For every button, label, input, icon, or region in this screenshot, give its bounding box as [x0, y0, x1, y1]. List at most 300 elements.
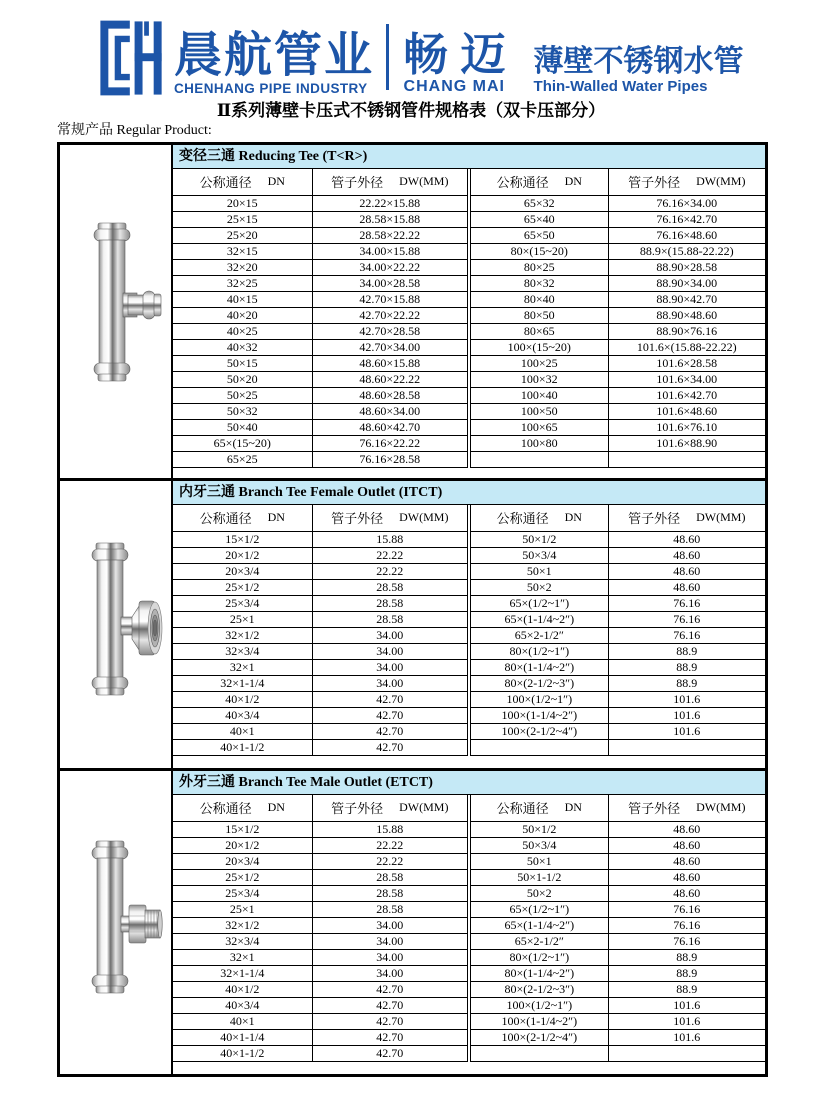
spec-row — [173, 933, 765, 949]
spec-row — [173, 243, 765, 259]
col-header-dn-en: DN — [267, 510, 285, 525]
pipe-od-cell: 28.58 — [312, 901, 469, 917]
brand2-name-cn: 畅 迈 — [403, 29, 506, 80]
nominal-dia-cell: 40×1/2 — [173, 691, 312, 707]
nominal-dia-cell: 50×2 — [469, 885, 608, 901]
pipe-od-cell: 101.6×48.60 — [608, 403, 765, 419]
spec-row — [173, 691, 765, 707]
nominal-dia-cell: 40×15 — [173, 291, 312, 307]
pipe-od-cell: 88.9 — [608, 643, 765, 659]
nominal-dia-cell: 20×15 — [173, 195, 312, 211]
pipe-od-cell: 48.60 — [608, 579, 765, 595]
pipe-od-cell: 48.60 — [608, 837, 765, 853]
pipe-od-cell: 76.16 — [608, 595, 765, 611]
pipe-od-cell: 42.70 — [312, 739, 469, 755]
nominal-dia-cell: 32×1 — [173, 949, 312, 965]
nominal-dia-cell: 25×1/2 — [173, 579, 312, 595]
spec-row — [173, 885, 765, 901]
nominal-dia-cell: 32×1 — [173, 659, 312, 675]
pipe-od-cell: 48.60 — [608, 821, 765, 837]
spec-row — [173, 291, 765, 307]
nominal-dia-cell: 65×50 — [469, 227, 608, 243]
spec-row — [173, 837, 765, 853]
nominal-dia-cell: 80×(15~20) — [469, 243, 608, 259]
pipe-od-cell: 76.16 — [608, 901, 765, 917]
pipe-od-cell: 34.00 — [312, 933, 469, 949]
nominal-dia-cell: 80×(1/2~1″) — [469, 949, 608, 965]
pipe-od-cell: 76.16×28.58 — [312, 451, 469, 467]
nominal-dia-cell: 100×25 — [469, 355, 608, 371]
col-header-dw — [312, 795, 469, 821]
col-header-dw-en: DW(MM) — [399, 510, 449, 525]
spec-row — [173, 355, 765, 371]
column-header-row — [173, 795, 765, 821]
pipe-od-cell: 101.6 — [608, 707, 765, 723]
col-header-dw-cn: 管子外径 — [331, 175, 384, 191]
spec-row — [173, 739, 765, 755]
product-spec-sections — [57, 142, 768, 1077]
spec-table — [173, 169, 765, 468]
spec-row — [173, 547, 765, 563]
section-branch-tee-female-outlet — [57, 478, 768, 771]
pipe-od-cell: 88.9 — [608, 965, 765, 981]
spec-row — [173, 675, 765, 691]
spec-row — [173, 853, 765, 869]
product-line-en: Thin-Walled Water Pipes — [533, 78, 708, 95]
pipe-od-cell: 101.6 — [608, 691, 765, 707]
female-outlet-tee-illustration — [68, 541, 164, 713]
pipe-od-cell: 28.58 — [312, 611, 469, 627]
nominal-dia-cell: 50×40 — [173, 419, 312, 435]
spec-row — [173, 627, 765, 643]
spec-row — [173, 997, 765, 1013]
column-header-row — [173, 169, 765, 195]
col-header-dn-en: DN — [564, 174, 582, 189]
nominal-dia-cell: 100×32 — [469, 371, 608, 387]
nominal-dia-cell: 65×(15~20) — [173, 435, 312, 451]
pipe-od-cell: 88.9 — [608, 659, 765, 675]
spec-row — [173, 387, 765, 403]
nominal-dia-cell: 32×1-1/4 — [173, 965, 312, 981]
pipe-od-cell: 22.22 — [312, 837, 469, 853]
spec-row — [173, 531, 765, 547]
nominal-dia-cell: 65×2-1/2″ — [469, 933, 608, 949]
branch-tee-female-outlet-photo — [60, 481, 173, 768]
nominal-dia-cell: 40×1-1/4 — [173, 1029, 312, 1045]
pipe-od-cell: 28.58 — [312, 595, 469, 611]
brand-chenhang — [174, 31, 374, 96]
pipe-od-cell: 101.6 — [608, 1013, 765, 1029]
col-header-dn — [173, 505, 312, 531]
nominal-dia-cell: 50×3/4 — [469, 837, 608, 853]
col-header-dw — [312, 505, 469, 531]
pipe-od-cell: 48.60×42.70 — [312, 419, 469, 435]
nominal-dia-cell: 32×1-1/4 — [173, 675, 312, 691]
nominal-dia-cell: 25×3/4 — [173, 885, 312, 901]
col-header-dn-cn: 公称通径 — [496, 801, 549, 817]
nominal-dia-cell: 20×3/4 — [173, 853, 312, 869]
col-header-dn-en: DN — [564, 800, 582, 815]
pipe-od-cell: 101.6×28.58 — [608, 355, 765, 371]
spec-row — [173, 275, 765, 291]
nominal-dia-cell: 80×(2-1/2~3″) — [469, 675, 608, 691]
nominal-dia-cell: 32×20 — [173, 259, 312, 275]
nominal-dia-cell: 32×3/4 — [173, 933, 312, 949]
pipe-od-cell: 48.60 — [608, 531, 765, 547]
nominal-dia-cell: 32×3/4 — [173, 643, 312, 659]
pipe-od-cell: 34.00 — [312, 643, 469, 659]
nominal-dia-cell: 100×65 — [469, 419, 608, 435]
col-header-dn-en: DN — [267, 800, 285, 815]
pipe-od-cell: 28.58 — [312, 869, 469, 885]
pipe-od-cell: 34.00 — [312, 965, 469, 981]
pipe-od-cell: 42.70 — [312, 707, 469, 723]
pipe-od-cell: 101.6×42.70 — [608, 387, 765, 403]
pipe-od-cell — [608, 739, 765, 755]
nominal-dia-cell: 50×1 — [469, 563, 608, 579]
nominal-dia-cell: 32×1/2 — [173, 917, 312, 933]
col-header-dn-cn: 公称通径 — [496, 511, 549, 527]
nominal-dia-cell: 50×15 — [173, 355, 312, 371]
pipe-od-cell: 48.60×22.22 — [312, 371, 469, 387]
pipe-od-cell: 42.70×28.58 — [312, 323, 469, 339]
nominal-dia-cell: 25×1 — [173, 901, 312, 917]
male-outlet-tee-illustration — [68, 839, 164, 1011]
spec-row — [173, 563, 765, 579]
spec-row — [173, 259, 765, 275]
pipe-od-cell: 48.60 — [608, 869, 765, 885]
spec-row — [173, 643, 765, 659]
pipe-od-cell: 76.16×34.00 — [608, 195, 765, 211]
pipe-od-cell: 28.58 — [312, 885, 469, 901]
col-header-dw-en: DW(MM) — [399, 800, 449, 815]
nominal-dia-cell: 50×1 — [469, 853, 608, 869]
col-header-dn-en: DN — [267, 174, 285, 189]
pipe-od-cell: 101.6×88.90 — [608, 435, 765, 451]
pipe-od-cell: 22.22 — [312, 547, 469, 563]
pipe-od-cell: 76.16 — [608, 611, 765, 627]
pipe-od-cell: 88.90×28.58 — [608, 259, 765, 275]
pipe-od-cell: 48.60 — [608, 853, 765, 869]
nominal-dia-cell: 65×40 — [469, 211, 608, 227]
nominal-dia-cell: 40×32 — [173, 339, 312, 355]
spec-row — [173, 723, 765, 739]
spec-row — [173, 917, 765, 933]
chenhang-ch-monogram-icon — [98, 18, 168, 98]
pipe-od-cell: 48.60 — [608, 547, 765, 563]
nominal-dia-cell: 25×15 — [173, 211, 312, 227]
nominal-dia-cell: 100×80 — [469, 435, 608, 451]
product-line-cn: 薄壁不锈钢水管 — [533, 45, 744, 78]
column-header-row — [173, 505, 765, 531]
pipe-od-cell — [608, 451, 765, 467]
page-header — [0, 0, 822, 100]
pipe-od-cell: 28.58×15.88 — [312, 211, 469, 227]
nominal-dia-cell: 80×65 — [469, 323, 608, 339]
brand-name-en: CHENHANG PIPE INDUSTRY — [174, 81, 368, 96]
nominal-dia-cell: 40×1/2 — [173, 981, 312, 997]
nominal-dia-cell: 100×50 — [469, 403, 608, 419]
nominal-dia-cell: 50×2 — [469, 579, 608, 595]
brand-changmai — [403, 29, 506, 96]
pipe-od-cell: 42.70 — [312, 691, 469, 707]
spec-row — [173, 435, 765, 451]
pipe-od-cell: 101.6 — [608, 1029, 765, 1045]
reducing-tee-illustration — [68, 221, 164, 393]
nominal-dia-cell: 32×1/2 — [173, 627, 312, 643]
col-header-dw-cn: 管子外径 — [628, 801, 681, 817]
nominal-dia-cell: 40×1-1/2 — [173, 739, 312, 755]
pipe-od-cell: 76.16 — [608, 917, 765, 933]
spec-row — [173, 659, 765, 675]
col-header-dw — [608, 795, 765, 821]
nominal-dia-cell: 80×40 — [469, 291, 608, 307]
pipe-od-cell: 48.60×15.88 — [312, 355, 469, 371]
nominal-dia-cell: 50×3/4 — [469, 547, 608, 563]
col-header-dn — [469, 795, 608, 821]
nominal-dia-cell: 80×(1-1/4~2″) — [469, 965, 608, 981]
product-line — [534, 46, 744, 95]
pipe-od-cell: 76.16 — [608, 933, 765, 949]
pipe-od-cell: 76.16×48.60 — [608, 227, 765, 243]
col-header-dn-cn: 公称通径 — [199, 175, 252, 191]
nominal-dia-cell: 100×(15~20) — [469, 339, 608, 355]
pipe-od-cell: 48.60×34.00 — [312, 403, 469, 419]
nominal-dia-cell: 65×(1-1/4~2″) — [469, 611, 608, 627]
pipe-od-cell: 34.00 — [312, 949, 469, 965]
nominal-dia-cell: 50×25 — [173, 387, 312, 403]
spec-table-area — [173, 481, 765, 768]
pipe-od-cell: 88.90×48.60 — [608, 307, 765, 323]
page-title: Ⅱ系列薄壁卡压式不锈钢管件规格表（双卡压部分） — [216, 101, 606, 120]
pipe-od-cell: 15.88 — [312, 821, 469, 837]
pipe-od-cell: 42.70 — [312, 997, 469, 1013]
pipe-od-cell: 101.6×76.10 — [608, 419, 765, 435]
nominal-dia-cell: 65×32 — [469, 195, 608, 211]
nominal-dia-cell: 100×(1-1/4~2″) — [469, 1013, 608, 1029]
pipe-od-cell: 28.58 — [312, 579, 469, 595]
section-title-band: 变径三通 Reducing Tee (T<R>) — [173, 145, 765, 169]
nominal-dia-cell: 40×1-1/2 — [173, 1045, 312, 1061]
spec-row — [173, 901, 765, 917]
col-header-dw-cn: 管子外径 — [331, 511, 384, 527]
col-header-dn-cn: 公称通径 — [199, 801, 252, 817]
spec-row — [173, 307, 765, 323]
nominal-dia-cell: 65×(1-1/4~2″) — [469, 917, 608, 933]
nominal-dia-cell: 32×25 — [173, 275, 312, 291]
pipe-od-cell: 34.00 — [312, 627, 469, 643]
spec-row — [173, 949, 765, 965]
pipe-od-cell: 88.9 — [608, 675, 765, 691]
spec-row — [173, 419, 765, 435]
pipe-od-cell: 88.90×76.16 — [608, 323, 765, 339]
nominal-dia-cell: 80×(2-1/2~3″) — [469, 981, 608, 997]
branch-tee-male-outlet-photo — [60, 771, 173, 1074]
nominal-dia-cell: 40×3/4 — [173, 707, 312, 723]
spec-row — [173, 451, 765, 467]
brand2-name-en: CHANG MAI — [403, 78, 505, 95]
pipe-od-cell: 28.58×22.22 — [312, 227, 469, 243]
spec-row — [173, 227, 765, 243]
spec-table-area — [173, 771, 765, 1074]
spec-row — [173, 869, 765, 885]
nominal-dia-cell: 80×50 — [469, 307, 608, 323]
nominal-dia-cell: 100×(2-1/2~4″) — [469, 1029, 608, 1045]
spec-row — [173, 1013, 765, 1029]
pipe-od-cell: 22.22×15.88 — [312, 195, 469, 211]
pipe-od-cell: 88.9×(15.88-22.22) — [608, 243, 765, 259]
spec-row — [173, 403, 765, 419]
nominal-dia-cell: 80×(1/2~1″) — [469, 643, 608, 659]
col-header-dn — [173, 169, 312, 195]
pipe-od-cell: 34.00 — [312, 675, 469, 691]
nominal-dia-cell — [469, 1045, 608, 1061]
pipe-od-cell: 101.6 — [608, 723, 765, 739]
nominal-dia-cell: 40×1 — [173, 1013, 312, 1029]
spec-row — [173, 707, 765, 723]
nominal-dia-cell: 25×1 — [173, 611, 312, 627]
pipe-od-cell: 101.6×34.00 — [608, 371, 765, 387]
nominal-dia-cell: 15×1/2 — [173, 531, 312, 547]
col-header-dn-cn: 公称通径 — [199, 511, 252, 527]
nominal-dia-cell: 100×(2-1/2~4″) — [469, 723, 608, 739]
nominal-dia-cell: 65×25 — [173, 451, 312, 467]
col-header-dw-cn: 管子外径 — [628, 175, 681, 191]
pipe-od-cell: 34.00×15.88 — [312, 243, 469, 259]
nominal-dia-cell: 40×1 — [173, 723, 312, 739]
pipe-od-cell: 48.60 — [608, 885, 765, 901]
pipe-od-cell: 34.00×28.58 — [312, 275, 469, 291]
pipe-od-cell: 76.16×22.22 — [312, 435, 469, 451]
spec-row — [173, 611, 765, 627]
section-title-band: 外牙三通 Branch Tee Male Outlet (ETCT) — [173, 771, 765, 795]
pipe-od-cell: 76.16 — [608, 627, 765, 643]
spec-row — [173, 965, 765, 981]
spec-table-area — [173, 145, 765, 478]
section-reducing-tee — [57, 142, 768, 481]
col-header-dw — [608, 169, 765, 195]
spec-table — [173, 795, 765, 1062]
nominal-dia-cell: 100×(1/2~1″) — [469, 997, 608, 1013]
spec-table — [173, 505, 765, 756]
spec-row — [173, 579, 765, 595]
col-header-dn — [469, 505, 608, 531]
nominal-dia-cell: 40×20 — [173, 307, 312, 323]
spec-row — [173, 371, 765, 387]
pipe-od-cell: 34.00 — [312, 917, 469, 933]
nominal-dia-cell: 25×1/2 — [173, 869, 312, 885]
regular-product-label: 常规产品 Regular Product: — [57, 123, 212, 138]
pipe-od-cell: 34.00 — [312, 659, 469, 675]
pipe-od-cell — [608, 1045, 765, 1061]
pipe-od-cell: 42.70×15.88 — [312, 291, 469, 307]
nominal-dia-cell: 50×1/2 — [469, 531, 608, 547]
nominal-dia-cell: 50×32 — [173, 403, 312, 419]
nominal-dia-cell: 25×20 — [173, 227, 312, 243]
pipe-od-cell: 88.9 — [608, 981, 765, 997]
nominal-dia-cell: 50×1-1/2 — [469, 869, 608, 885]
col-header-dw-cn: 管子外径 — [628, 511, 681, 527]
nominal-dia-cell — [469, 739, 608, 755]
nominal-dia-cell: 65×(1/2~1″) — [469, 595, 608, 611]
nominal-dia-cell: 20×1/2 — [173, 837, 312, 853]
spec-row — [173, 1029, 765, 1045]
nominal-dia-cell: 100×40 — [469, 387, 608, 403]
col-header-dw-en: DW(MM) — [696, 510, 746, 525]
nominal-dia-cell: 20×1/2 — [173, 547, 312, 563]
nominal-dia-cell: 65×2-1/2″ — [469, 627, 608, 643]
spec-row — [173, 195, 765, 211]
pipe-od-cell: 101.6 — [608, 997, 765, 1013]
pipe-od-cell: 42.70 — [312, 1029, 469, 1045]
pipe-od-cell: 48.60 — [608, 563, 765, 579]
pipe-od-cell: 22.22 — [312, 563, 469, 579]
nominal-dia-cell: 40×25 — [173, 323, 312, 339]
col-header-dn — [173, 795, 312, 821]
nominal-dia-cell: 65×(1/2~1″) — [469, 901, 608, 917]
spec-row — [173, 595, 765, 611]
col-header-dn-en: DN — [564, 510, 582, 525]
col-header-dn-cn: 公称通径 — [496, 175, 549, 191]
spec-row — [173, 821, 765, 837]
nominal-dia-cell: 80×(1-1/4~2″) — [469, 659, 608, 675]
pipe-od-cell: 88.90×34.00 — [608, 275, 765, 291]
pipe-od-cell: 42.70×22.22 — [312, 307, 469, 323]
section-branch-tee-male-outlet — [57, 768, 768, 1077]
nominal-dia-cell: 100×(1/2~1″) — [469, 691, 608, 707]
col-header-dw-en: DW(MM) — [399, 174, 449, 189]
nominal-dia-cell — [469, 451, 608, 467]
nominal-dia-cell: 20×3/4 — [173, 563, 312, 579]
nominal-dia-cell: 25×3/4 — [173, 595, 312, 611]
nominal-dia-cell: 80×25 — [469, 259, 608, 275]
spec-row — [173, 211, 765, 227]
pipe-od-cell: 42.70 — [312, 1045, 469, 1061]
nominal-dia-cell: 15×1/2 — [173, 821, 312, 837]
nominal-dia-cell: 40×3/4 — [173, 997, 312, 1013]
pipe-od-cell: 42.70 — [312, 1013, 469, 1029]
spec-row — [173, 339, 765, 355]
pipe-od-cell: 34.00×22.22 — [312, 259, 469, 275]
pipe-od-cell: 42.70 — [312, 981, 469, 997]
pipe-od-cell: 42.70×34.00 — [312, 339, 469, 355]
pipe-od-cell: 76.16×42.70 — [608, 211, 765, 227]
brand-name-cn: 晨航管业 — [174, 29, 375, 82]
pipe-od-cell: 48.60×28.58 — [312, 387, 469, 403]
nominal-dia-cell: 50×1/2 — [469, 821, 608, 837]
col-header-dw-cn: 管子外径 — [331, 801, 384, 817]
col-header-dw-en: DW(MM) — [696, 800, 746, 815]
col-header-dn — [469, 169, 608, 195]
col-header-dw-en: DW(MM) — [696, 174, 746, 189]
col-header-dw — [608, 505, 765, 531]
nominal-dia-cell: 50×20 — [173, 371, 312, 387]
pipe-od-cell: 101.6×(15.88-22.22) — [608, 339, 765, 355]
nominal-dia-cell: 80×32 — [469, 275, 608, 291]
col-header-dw — [312, 169, 469, 195]
pipe-od-cell: 22.22 — [312, 853, 469, 869]
spec-row — [173, 981, 765, 997]
nominal-dia-cell: 32×15 — [173, 243, 312, 259]
reducing-tee-press-fitting-photo — [60, 145, 173, 478]
spec-row — [173, 1045, 765, 1061]
pipe-od-cell: 88.9 — [608, 949, 765, 965]
brand-divider — [386, 24, 389, 90]
pipe-od-cell: 42.70 — [312, 723, 469, 739]
spec-row — [173, 323, 765, 339]
nominal-dia-cell: 100×(1-1/4~2″) — [469, 707, 608, 723]
section-title-band: 内牙三通 Branch Tee Female Outlet (ITCT) — [173, 481, 765, 505]
